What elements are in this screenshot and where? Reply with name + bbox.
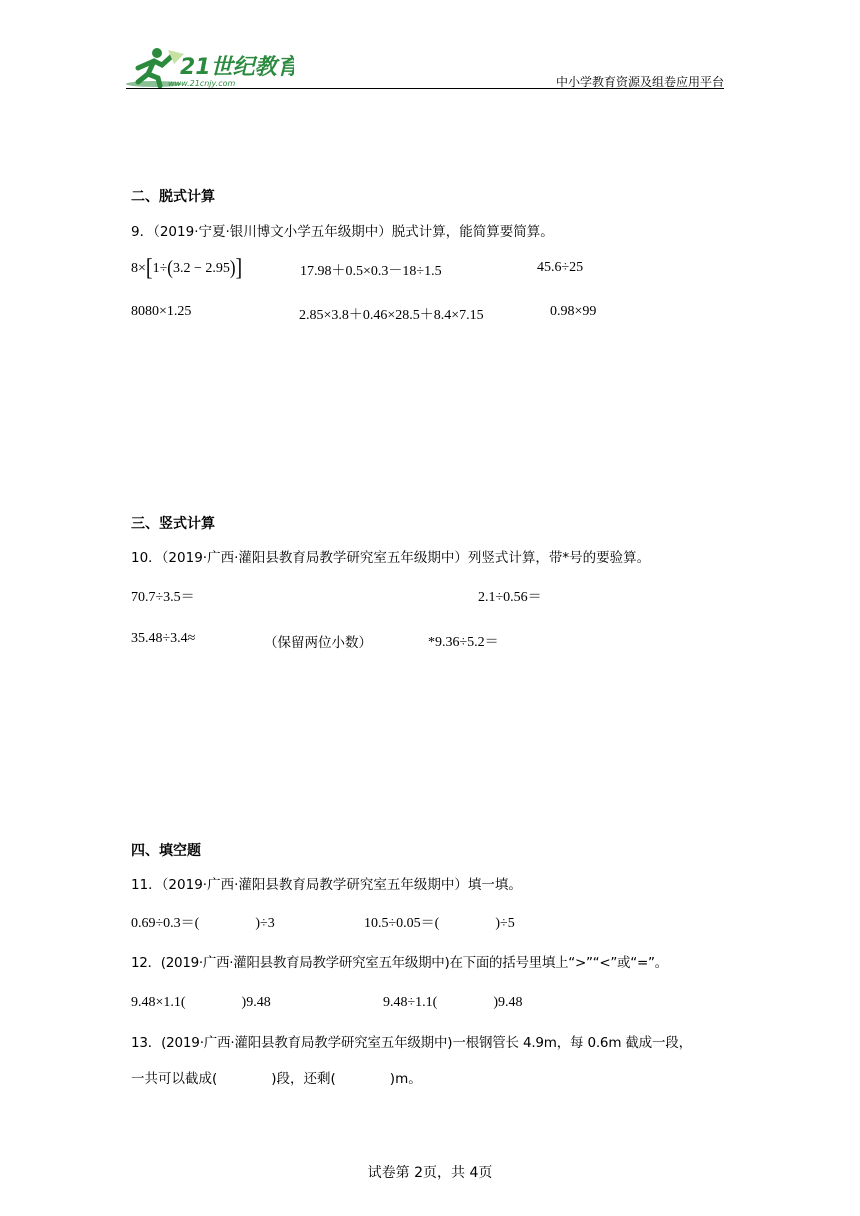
header-divider [126, 88, 724, 89]
q9-expression-3: 45.6÷25 [537, 260, 584, 275]
q10-expression-3: 35.48÷3.4≈ [131, 631, 196, 646]
q10-expression-4: *9.36÷5.2＝ [428, 635, 499, 650]
question-11-stem: 11．（2019·广西·灌阳县教育局教学研究室五年级期中）填一填。 [131, 877, 522, 893]
runner-logo-icon [124, 44, 294, 90]
question-13-line-1: 13．(2019·广西·灌阳县教育局教学研究室五年级期中)一根钢管长 4.9m，每 0.6m 截成一段， [131, 1035, 692, 1051]
logo [124, 44, 294, 90]
page-footer: 试卷第 2页，共 4页 [367, 1165, 493, 1181]
q10-expression-1: 70.7÷3.5＝ [131, 590, 195, 605]
question-10-stem: 10．（2019·广西·灌阳县教育局教学研究室五年级期中）列竖式计算，带*号的要验算。 [131, 550, 651, 566]
q10-expression-2: 2.1÷0.56＝ [478, 590, 542, 605]
q11-blank-1: 0.69÷0.3＝( )÷3 [131, 916, 275, 931]
q9-expression-6: 0.98×99 [550, 304, 597, 319]
platform-name: 中小学教育资源及组卷应用平台 [555, 75, 724, 89]
q9-expression-5: 2.85×3.8＋0.46×28.5＋8.4×7.15 [299, 308, 484, 323]
q9-expression-1: 8×[1÷(3.2 − 2.95)] [131, 254, 243, 282]
question-12-stem: 12．(2019·广西·灌阳县教育局教学研究室五年级期中)在下面的括号里填上“>”“<”或“=”。 [131, 955, 668, 971]
q12-blank-1: 9.48×1.1( )9.48 [131, 995, 271, 1010]
section-title-4: 四、填空题 [131, 843, 201, 859]
q11-blank-2: 10.5÷0.05＝( )÷5 [364, 916, 515, 931]
section-title-2: 二、脱式计算 [131, 189, 215, 205]
q9-expression-4: 8080×1.25 [131, 304, 192, 319]
svg-text:www.21cnjy.com: www.21cnjy.com [168, 79, 236, 88]
section-title-3: 三、竖式计算 [131, 516, 215, 532]
svg-text:21世纪教育: 21世纪教育 [180, 55, 294, 80]
question-9-stem: 9．（2019·宁夏·银川博文小学五年级期中）脱式计算，能简算要简算。 [131, 224, 554, 240]
q9-expression-2: 17.98＋0.5×0.3－18÷1.5 [300, 264, 442, 279]
q12-blank-2: 9.48÷1.1( )9.48 [383, 995, 523, 1010]
question-13-line-2: 一共可以截成( )段，还剩( )m。 [131, 1071, 422, 1087]
q10-note: （保留两位小数） [264, 635, 372, 651]
